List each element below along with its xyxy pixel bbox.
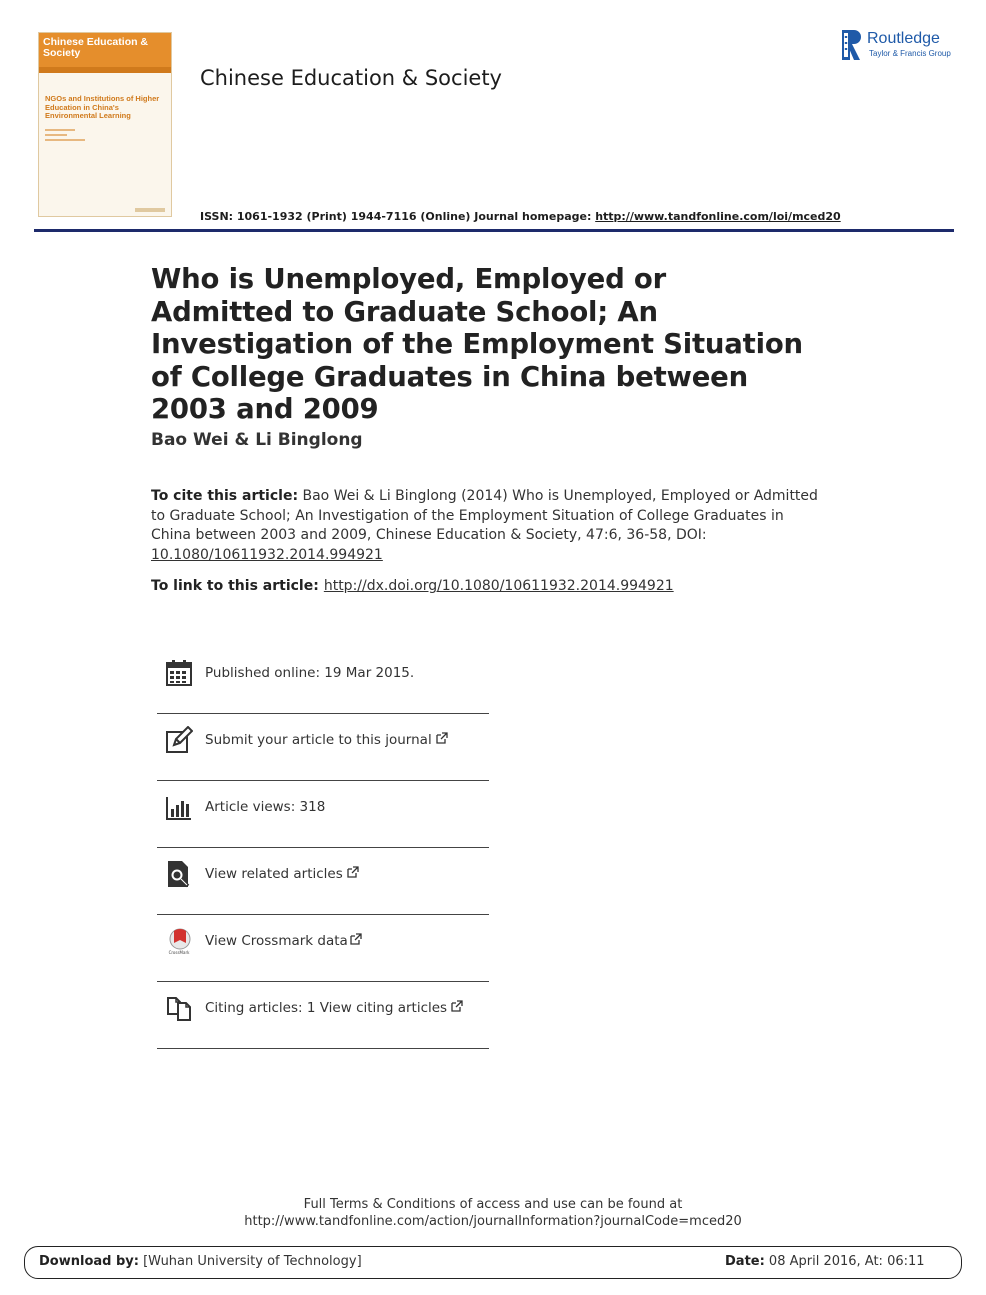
journal-homepage-link[interactable]: http://www.tandfonline.com/loi/mced20 <box>595 210 841 223</box>
routledge-logo <box>842 30 962 62</box>
citing-documents-icon <box>165 994 193 1022</box>
cover-publisher-mark <box>135 208 165 212</box>
related-articles-link[interactable] <box>205 866 359 882</box>
citing-articles-label: Citing articles: 1 View citing articles <box>205 1000 448 1016</box>
edit-icon <box>165 726 193 754</box>
cover-band <box>39 33 171 67</box>
cite-text: Bao Wei & Li Binglong (2014) Who is Unemployed, Employed or Admitted to Graduate School; An Investigation of the Employment Situation of College Graduates in China between 2003 and 2009, Chinese Education & Society, 47:6, 36-58, DOI: <box>151 488 818 543</box>
published-online-row <box>157 647 489 714</box>
doi-link[interactable]: 10.1080/10611932.2014.994921 <box>151 546 383 563</box>
related-articles-row[interactable] <box>157 848 489 915</box>
routledge-wordmark: Routledge <box>867 30 940 47</box>
header-rule <box>34 229 954 232</box>
external-link-icon <box>451 1000 463 1012</box>
download-label: Download by: <box>39 1254 139 1269</box>
bar-chart-icon <box>165 793 193 821</box>
date-value: 08 April 2016, At: 06:11 <box>764 1254 925 1269</box>
submit-article-label: Submit your article to this journal <box>205 732 432 748</box>
cover-editors <box>39 121 171 141</box>
cite-label: To cite this article: <box>151 488 299 504</box>
article-views-row <box>157 781 489 848</box>
article-url-link[interactable]: http://dx.doi.org/10.1080/10611932.2014.994921 <box>323 578 674 594</box>
cover-issue-title: NGOs and Institutions of Higher Education in China's Environmental Learning <box>45 94 160 120</box>
article-views-text: Article views: 318 <box>205 799 326 815</box>
svg-text:CrossMark: CrossMark <box>168 950 190 955</box>
download-institution: [Wuhan University of Technology] <box>138 1254 362 1269</box>
issn-text: ISSN: 1061-1932 (Print) 1944-7116 (Online) Journal homepage: <box>200 210 596 223</box>
submit-article-link[interactable] <box>205 732 448 748</box>
taylor-francis-group: Taylor & Francis Group <box>869 49 951 58</box>
external-link-icon <box>436 732 448 744</box>
issn-line <box>200 210 841 223</box>
citing-articles-link[interactable] <box>205 1000 463 1016</box>
published-online-text: Published online: 19 Mar 2015. <box>205 665 415 681</box>
crossmark-label: View Crossmark data <box>205 933 348 949</box>
crossmark-row[interactable] <box>157 915 489 982</box>
search-document-icon <box>165 860 193 888</box>
download-by <box>39 1254 362 1269</box>
terms-and-conditions <box>0 1196 986 1230</box>
routledge-logo-icon <box>842 30 862 60</box>
article-title: Who is Unemployed, Employed or Admitted to Graduate School; An Investigation of the Employment Situation of College Graduates in China between 2003 and 2009 <box>151 263 803 425</box>
external-link-icon <box>347 866 359 878</box>
link-label: To link to this article: <box>151 578 319 594</box>
article-info-list <box>157 647 489 1049</box>
journal-cover-image[interactable] <box>38 32 172 217</box>
citation-block <box>151 487 821 565</box>
download-date <box>725 1254 925 1269</box>
terms-url[interactable]: http://www.tandfonline.com/action/journalInformation?journalCode=mced20 <box>244 1214 742 1229</box>
related-articles-label: View related articles <box>205 866 343 882</box>
submit-article-row[interactable] <box>157 714 489 781</box>
download-info-bar <box>24 1246 962 1279</box>
citing-articles-row[interactable] <box>157 982 489 1049</box>
crossmark-icon <box>165 927 193 955</box>
terms-line-1: Full Terms & Conditions of access and use can be found at <box>303 1197 683 1212</box>
cover-title: Chinese Education & Society <box>43 36 149 59</box>
date-label: Date: <box>725 1254 765 1269</box>
calendar-icon <box>165 659 193 687</box>
article-authors: Bao Wei & Li Binglong <box>151 430 363 450</box>
journal-name: Chinese Education & Society <box>200 66 502 90</box>
external-link-icon <box>350 933 362 945</box>
article-link-block <box>151 578 674 594</box>
crossmark-link[interactable] <box>205 933 362 949</box>
